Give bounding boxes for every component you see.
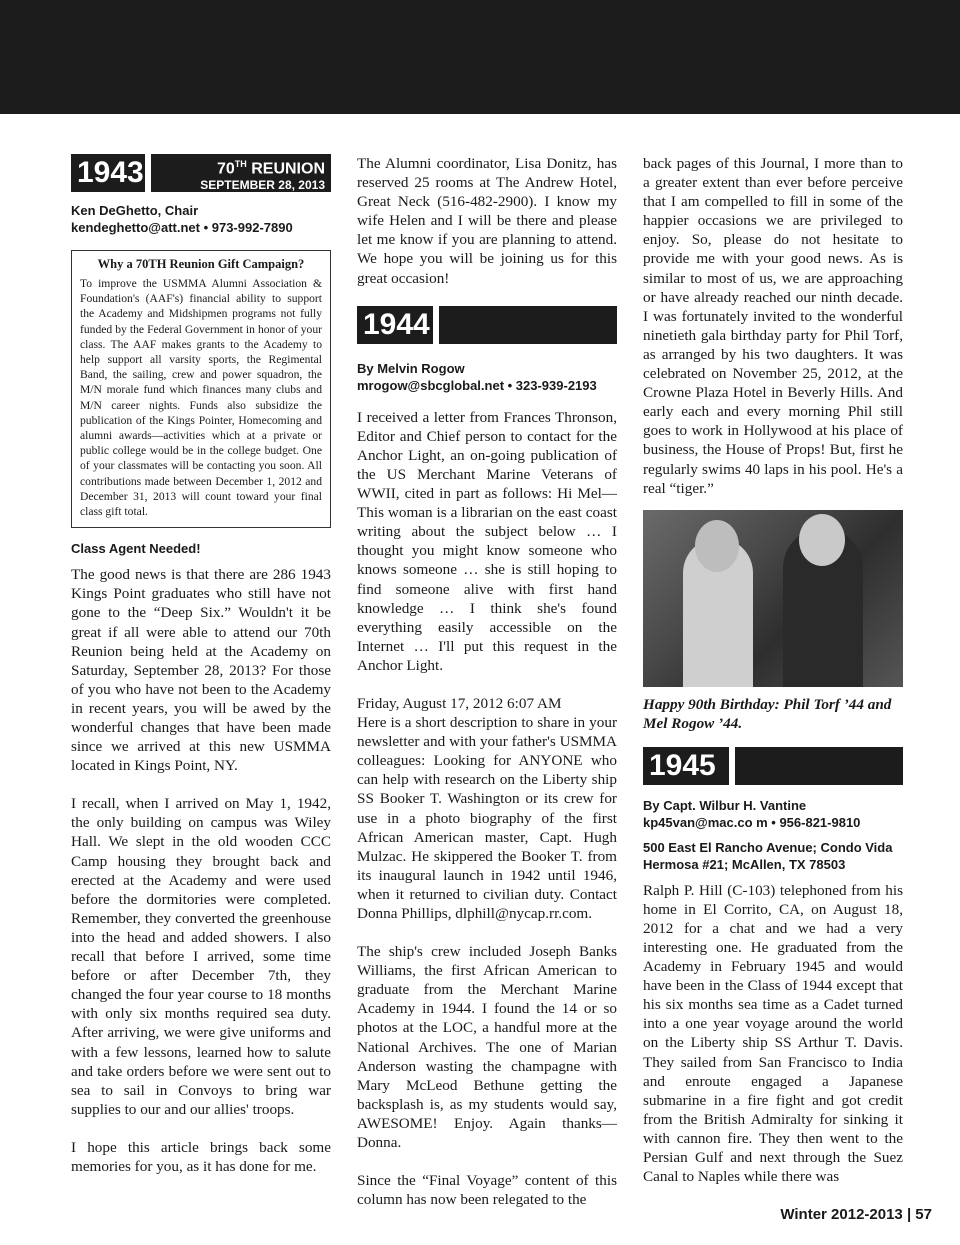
- column-1944: [357, 154, 617, 1209]
- class-address: 500 East El Rancho Avenue; Condo Vida Hermosa #21; McAllen, TX 78503: [643, 839, 893, 872]
- agent-heading: Class Agent Needed!: [71, 541, 201, 557]
- page-title: CLASS NEWS: [540, 56, 904, 119]
- gift-campaign-box: [71, 250, 331, 528]
- reunion-banner: [151, 154, 331, 192]
- paragraph: The good news is that there are 286 1943 Kings Point graduates who still have not gone to the “Deep Six.” Wouldn't it be great if all were able to attend our 70th Reunion being held at the Academy on Saturday, September 28, 2013? For those of you who have not been to the Academy in recent years, you will be awed by the wonderful changes that have been made since we arrived at this new USMMA located in Kings Point, NY.: [71, 566, 331, 775]
- page-footer: Winter 2012-2013 | 57: [780, 1206, 932, 1223]
- box-title: Why a 70TH Reunion Gift Campaign?: [97, 257, 305, 271]
- box-text: To improve the USMMA Alumni Association & Foundation's (AAF's) financial ability to support the Academy and Midshipmen programs not fully funded by the Federal Government in honor of your class. The AAF makes grants to the Academy to help support all varsity sports, the Regimental Band, the sailing, crew and power squadron, the M/N morale fund which finances many clubs and M/N career nights. Funds also subsidize the publication of the Kings Pointer, Homecoming and alumni awards—activities which at a private or public college would be in the college budget. One of your classmates will be contacting you soon. All contributions made between December 1, 2012 and December 31, 2013 will count toward your final class gift total.: [80, 277, 322, 519]
- year-banner-1945: [643, 747, 903, 785]
- paragraph: The ship's crew included Joseph Banks Williams, the first African American to graduate from the Merchant Marine Academy in 1944. I found the 14 or so photos at the LOC, a handful more at the National Archives. The one of Marian Anderson wasting the champagne with Mary McLeod Bethune getting the backsplash is, as my students would say, AWESOME! Enjoy. Again thanks—Donna.: [357, 943, 617, 1152]
- paragraph: back pages of this Journal, I more than to a greater extent than ever before perceive that I am compelled to fill in some of the happier occasions we are privileged to enjoy. So, please do not hesitate to provide me with your good news. As is similar to most of us, we are approaching or have already reached our ninth decade. I was fortunately invited to the wonderful ninetieth gala birthday party for Phil Torf, as arranged by his two daughters. It was celebrated on November 25, 2012, at the Crowne Plaza Hotel in Beverly Hills. And early each and every morning Phil still goes to work in Hollywood at his place of business, the House of Props! But, first he regularly swims 40 laps in his pool. He's a real “tiger.”: [643, 155, 903, 497]
- photo-caption: Happy 90th Birthday: Phil Torf ’44 and Mel Rogow ’44.: [643, 695, 892, 732]
- class-author: Ken DeGhetto, Chair: [71, 203, 199, 218]
- paragraph: I hope this article brings back some memories for you, as it has done for me.: [71, 1138, 331, 1175]
- paragraph: I recall, when I arrived on May 1, 1942, the only building on campus was Wiley Hall. We slept in the old wooden CCC Camp housing they brought back and erected at the Academy and were used before the dormitories were completed. Remember, they converted the greenhouse into the head and added showers. I also recall that before I arrived, some time before or after December 7th, they changed the four year course to 18 months with only six months required sea duty. After arriving, we were give uniforms and with a few lessons, learned how to salute and take orders before we were sent out to sea to sail in Convoys to bring war supplies to our and our allies' troops.: [71, 795, 331, 1118]
- paragraph: Ralph P. Hill (C-103) telephoned from his home in El Corrito, CA, on August 18, 2012 for a chat and we had a very interesting one. He graduated from the Academy in February 1945 and would have been in the Class of 1944 except that his six months sea time as a Cadet turned into a one year voyage around the world on the Liberty ship SS Arthur T. Davis. They sailed from San Francisco to India and enroute engaged a Japanese submarine in a fire fight and got credit from the British Admiralty for sinking it with cannon fire. They then went to the Persian Gulf and next through the Suez Canal to Naples while there was: [643, 881, 903, 1186]
- paragraph: Since the “Final Voyage” content of this column has now been relegated to the: [357, 1172, 617, 1209]
- dateline: Friday, August 17, 2012 6:07 AM: [357, 694, 562, 712]
- column-1945: [643, 154, 903, 1186]
- paragraph: Here is a short description to share in your newsletter and with your father's USMMA colleagues: Looking for ANYONE who can help with research on the Liberty ship SS Booker T. Washington or its crew for use in a photo biography of the first African American master, Capt. Hugh Mulzac. He skippered the Booker T. from its inaugural launch in 1942 until 1946, when it returned to civilian duty. Contact Donna Phillips, dlphill@nycap.rr.com.: [357, 714, 617, 922]
- class-author: By Melvin Rogow: [357, 360, 465, 376]
- class-contact: kp45van@mac.co m • 956-821-9810: [643, 814, 861, 830]
- column-1943: [71, 154, 331, 1176]
- birthday-photo: [643, 510, 903, 687]
- class-contact: mrogow@sbcglobal.net • 323-939-2193: [357, 377, 597, 393]
- paragraph: I received a letter from Frances Thronson, Editor and Chief person to contact for the Anchor Light, an on-going publication of the US Merchant Marine Veterans of WWII, cited in part as follows: Hi Mel—This woman is a librarian on the east coast writing about the subject below … I thought you might know someone who knows someone … she is still hoping to find someone alive with first hand knowledge … I think she's found everything easily accessible on the Internet … I'll put this request in the Anchor Light.: [357, 408, 617, 674]
- year-label: 1943: [71, 154, 145, 192]
- year-banner-1943: [71, 154, 331, 192]
- reunion-date: SEPTEMBER 28, 2013: [200, 178, 325, 193]
- year-label: 1945: [643, 747, 729, 785]
- year-label: 1944: [357, 306, 433, 344]
- reunion-title: 70TH REUNION: [216, 159, 325, 178]
- year-banner-1944: [357, 306, 617, 344]
- class-author: By Capt. Wilbur H. Vantine: [643, 797, 807, 813]
- class-contact: kendeghetto@att.net • 973-992-7890: [71, 220, 293, 235]
- paragraph: The Alumni coordinator, Lisa Donitz, has reserved 25 rooms at The Andrew Hotel, Great Neck (516-482-2900). I know my wife Helen and I will be there and please let me know if you are planning to attend. We hope you will be joining us for this great occasion!: [357, 155, 617, 287]
